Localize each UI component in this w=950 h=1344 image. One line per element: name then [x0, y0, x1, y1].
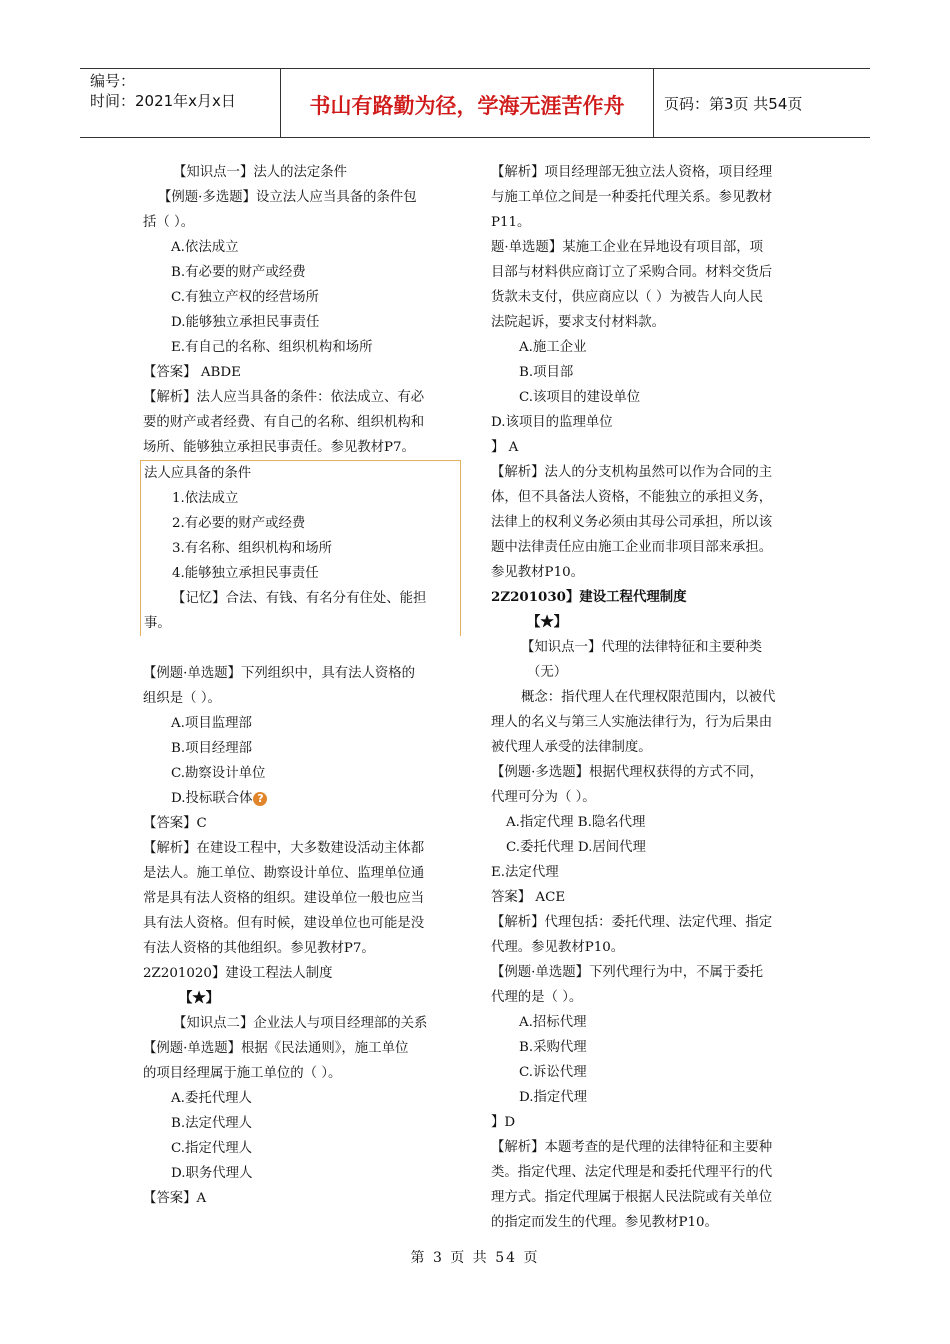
- text-line: C.勘察设计单位: [171, 766, 266, 781]
- text-line: 【答案】A: [143, 1191, 207, 1206]
- document-number-label: 编号：: [90, 72, 136, 90]
- text-line: 3.有名称、组织机构和场所: [172, 541, 333, 556]
- header-page-info: 页码：第3页 共54页: [664, 94, 803, 113]
- text-line: A.施工企业: [519, 340, 587, 355]
- text-line: （无）: [527, 665, 568, 680]
- text-line: 目部与材料供应商订立了采购合同。材料交货后: [491, 265, 773, 280]
- text-line: 理人的名义与第三人实施法律行为，行为后果由: [491, 715, 773, 730]
- text-line: 【知识点二】企业法人与项目经理部的关系: [173, 1016, 428, 1031]
- text-line: 1.依法成立: [172, 491, 239, 506]
- text-line: 括（ ）。: [143, 215, 195, 230]
- left-column: [143, 160, 461, 1211]
- text-line: A.项目监理部: [171, 716, 252, 731]
- text-line: 【例题·单选题】根据《民法通则》，施工单位: [143, 1041, 409, 1056]
- text-line: 的项目经理属于施工单位的（ ）。: [143, 1066, 342, 1081]
- section-heading: 2Z201030】建设工程代理制度: [491, 589, 687, 605]
- text-line: 类。指定代理、法定代理是和委托代理平行的代: [491, 1165, 773, 1180]
- text-line: 【解析】本题考查的是代理的法律特征和主要种: [491, 1140, 773, 1155]
- text-line: 具有法人资格。但有时候，建设单位也可能是没: [143, 916, 425, 931]
- text-line: 【记忆】合法、有钱、有名分有住处、能担: [172, 591, 427, 606]
- text-line: 法人应具备的条件: [144, 466, 252, 481]
- text-line: 概念：指代理人在代理权限范围内，以被代: [521, 690, 776, 705]
- text-line: 被代理人承受的法律制度。: [491, 740, 652, 755]
- text-line: D.指定代理: [519, 1090, 588, 1105]
- text-line: C.委托代理 D.居间代理: [506, 840, 646, 855]
- text-line: 要的财产或者经费、有自己的名称、组织机构和: [143, 415, 425, 430]
- text-line: 【答案】C: [143, 816, 207, 831]
- text-line: 【解析】代理包括：委托代理、法定代理、指定: [491, 915, 773, 930]
- text-line: 】D: [491, 1115, 516, 1130]
- text-line: B.采购代理: [519, 1040, 587, 1055]
- text-line: 【解析】在建设工程中，大多数建设活动主体都: [143, 841, 425, 856]
- text-line: 是法人。施工单位、勘察设计单位、监理单位通: [143, 866, 425, 881]
- text-line: 【例题·单选题】下列组织中，具有法人资格的: [143, 666, 416, 681]
- text-line: 答案】 ACE: [491, 890, 566, 905]
- text-line: B.有必要的财产或经费: [171, 265, 306, 280]
- text-line: 【例题·多选题】设立法人应当具备的条件包: [158, 190, 417, 205]
- text-line: 【例题·单选题】下列代理行为中，不属于委托: [491, 965, 764, 980]
- text-line: 【知识点一】代理的法律特征和主要种类: [521, 640, 763, 655]
- option-line: [143, 786, 461, 811]
- text-line: D.投标联合体: [171, 791, 253, 806]
- text-line: C.诉讼代理: [519, 1065, 587, 1080]
- text-line: 【知识点一】法人的法定条件: [173, 165, 348, 180]
- memo-box: [140, 460, 461, 636]
- text-line: A.指定代理 B.隐名代理: [506, 815, 646, 830]
- text-line: 4.能够独立承担民事责任: [172, 566, 319, 581]
- page-header: [80, 68, 870, 138]
- text-line: 事。: [144, 616, 171, 631]
- text-line: B.项目经理部: [171, 741, 253, 756]
- text-line: 题·单选题】某施工企业在异地设有项目部，项: [491, 240, 764, 255]
- text-line: A.招标代理: [519, 1015, 587, 1030]
- text-line: E.有自己的名称、组织机构和场所: [171, 340, 373, 355]
- page-footer: 第 3 页 共 54 页: [410, 1250, 540, 1266]
- star-marker: 【★】: [527, 614, 568, 630]
- text-line: D.职务代理人: [171, 1166, 253, 1181]
- text-line: 代理可分为（ ）。: [491, 790, 596, 805]
- text-line: 2.有必要的财产或经费: [172, 516, 306, 531]
- text-line: C.该项目的建设单位: [519, 390, 641, 405]
- text-line: 代理。参见教材P10。: [491, 940, 625, 955]
- document-time-label: 时间：2021年x月x日: [90, 92, 236, 110]
- comment-icon[interactable]: ?: [253, 792, 267, 806]
- text-line: A.委托代理人: [171, 1091, 252, 1106]
- text-line: 【解析】法人的分支机构虽然可以作为合同的主: [491, 465, 773, 480]
- text-line: 货款未支付，供应商应以（ ）为被告人向人民: [491, 290, 764, 305]
- text-line: C.指定代理人: [171, 1141, 252, 1156]
- right-column: [491, 160, 809, 1235]
- text-line: 的指定而发生的代理。参见教材P10。: [491, 1215, 718, 1230]
- text-line: P11。: [491, 215, 531, 230]
- text-line: 理方式。指定代理属于根据人民法院或有关单位: [491, 1190, 773, 1205]
- text-line: D.该项目的监理单位: [491, 415, 613, 430]
- text-line: 有法人资格的其他组织。参见教材P7。: [143, 941, 375, 956]
- text-line: 代理的是（ ）。: [491, 990, 583, 1005]
- text-line: 组织是（ ）。: [143, 691, 221, 706]
- text-line: 参见教材P10。: [491, 565, 585, 580]
- text-line: 体，但不具备法人资格，不能独立的承担义务，: [491, 490, 773, 505]
- text-line: B.法定代理人: [171, 1116, 253, 1131]
- text-line: 【答案】 ABDE: [143, 365, 241, 380]
- text-line: C.有独立产权的经营场所: [171, 290, 319, 305]
- text-line: 【解析】法人应当具备的条件：依法成立、有必: [143, 390, 425, 405]
- section-heading: 2Z201020】建设工程法人制度: [143, 966, 333, 981]
- text-line: 题中法律责任应由施工企业而非项目部来承担。: [491, 540, 773, 555]
- text-line: A.依法成立: [171, 240, 239, 255]
- star-marker: 【★】: [179, 990, 220, 1006]
- text-line: D.能够独立承担民事责任: [171, 315, 320, 330]
- text-line: E.法定代理: [491, 865, 559, 880]
- header-motto: 书山有路勤为径，学海无涯苦作舟: [281, 69, 654, 137]
- text-line: 与施工单位之间是一种委托代理关系。参见教材: [491, 190, 773, 205]
- text-line: 法律上的权利义务必须由其母公司承担，所以该: [491, 515, 773, 530]
- text-line: 场所、能够独立承担民事责任。参见教材P7。: [143, 440, 415, 455]
- text-line: 常是具有法人资格的组织。建设单位一般也应当: [143, 891, 425, 906]
- text-line: 【例题·多选题】根据代理权获得的方式不同，: [491, 765, 764, 780]
- text-line: 】 A: [491, 440, 519, 455]
- header-meta: [80, 69, 281, 137]
- text-line: 【解析】项目经理部无独立法人资格，项目经理: [491, 165, 773, 180]
- text-line: 法院起诉，要求支付材料款。: [491, 315, 666, 330]
- text-line: B.项目部: [519, 365, 574, 380]
